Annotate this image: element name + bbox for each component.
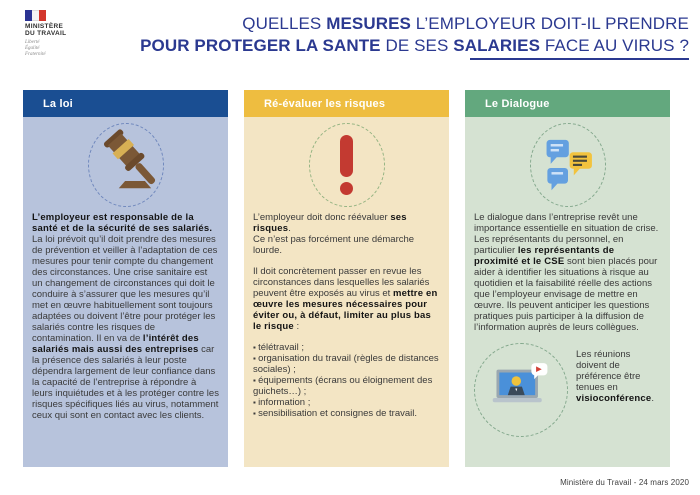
bullet-organisation: ▪ organisation du travail (règles de distances sociales) ;: [253, 353, 440, 375]
bullet-information: ▪ information ;: [253, 397, 440, 408]
risks-paragraph-2: Ce n’est pas forcément une démarche lourde.: [253, 234, 415, 257]
bullet-sensibilisation: ▪ sensibilisation et consignes de travail.: [253, 408, 440, 419]
dashed-circle: [530, 123, 606, 207]
law-icon-area: [32, 117, 219, 212]
title-l1c: L’EMPLOYEUR DOIT-IL PRENDRE: [410, 14, 689, 33]
motto-egalite: Égalité: [25, 46, 40, 52]
dashed-circle: [474, 343, 568, 437]
title-line2: [140, 35, 689, 57]
exclamation-dot: [340, 182, 353, 195]
dashed-circle: [309, 123, 385, 207]
title-l2a: POUR PROTEGER LA SANTE: [140, 36, 381, 55]
risks-icon-area: [253, 117, 440, 212]
risks-span-3e: :: [293, 321, 300, 333]
risks-text: [253, 212, 440, 419]
dialogue-span-2: sont bien placés pour aider à identifier les situations à risque au quotidien et la faisabilité réelle des actions que l’employeur envisage de mettre en œuvre. Ils peuvent anticiper les questions pratiques puis participer à la diffusion de l’information auprès de leurs collègues.: [474, 256, 658, 334]
column-risks: [244, 90, 449, 467]
flag-white: [32, 10, 39, 21]
risks-bold-1: ses risques: [253, 212, 407, 235]
videoconference-icon: [488, 363, 554, 418]
visio-end: .: [651, 393, 654, 405]
column-risks-body: [244, 117, 449, 467]
column-law: [23, 90, 228, 467]
exclamation-bar: [340, 135, 353, 177]
law-span-1: La loi prévoit qu’il doit prendre des mesures de prévention et veiller à l’adaptation de ces mesures pour tenir compte du changement des circonstances. Une crise sanitaire est un changement de circonstances qui doit le conduire à s’assurer que les mesures qu’il met en œuvre habituellement sont toujours adaptées ou doivent l’être pour protéger les salariés contre les risques de contamination. Il en va de: [32, 234, 218, 345]
column-dialogue: [465, 90, 670, 467]
republic-motto: [25, 40, 120, 59]
ministry-line1: MINISTÈRE: [25, 23, 64, 30]
risks-span-1e: .: [288, 223, 291, 235]
column-dialogue-header: Le Dialogue: [465, 90, 670, 117]
column-risks-header: Ré-évaluer les risques: [244, 90, 449, 117]
title-l2b: DE SES: [380, 36, 454, 55]
bullet-equipements: ▪ équipements (écrans ou éloignement des guichets…) ;: [253, 375, 440, 397]
risks-span-1: L’employeur doit donc réévaluer: [253, 212, 391, 223]
spacer: [253, 256, 440, 266]
law-span-2: car la présence des salariés à leur poste dépendra largement de leur confiance dans la capacité de l’entreprise à répondre à leurs inquiétudes et à les protéger contre les risques spécifiques liés au virus, notamment ceux qui sont en contact avec les clients.: [32, 344, 219, 422]
risks-span-3: Il doit concrètement passer en revue les circonstances dans lesquelles les salariés peuvent être exposés au virus et: [253, 266, 430, 300]
law-text: [32, 212, 219, 421]
law-bold-1: L’employeur est responsable de la santé et de la sécurité de ses salariés.: [32, 212, 213, 235]
visio-block: [474, 343, 661, 437]
risks-bold-3: mettre en œuvre les mesures nécessaires pour éviter ou, à défaut, limiter au plus bas le risque: [253, 288, 438, 333]
flag-red: [39, 10, 46, 21]
ministry-logo: [25, 10, 120, 59]
french-flag-icon: [25, 10, 46, 21]
exclamation-icon: [340, 135, 353, 195]
gavel-icon: [90, 126, 162, 203]
title-line1: [140, 13, 689, 35]
title-l2c: SALARIES: [453, 36, 541, 55]
dialogue-icon-area: [474, 117, 661, 212]
column-dialogue-body: [465, 117, 670, 467]
speech-bubbles-icon: [535, 128, 601, 201]
dialogue-paragraph: [474, 212, 661, 333]
title-underline: [470, 58, 689, 60]
footer-credit: Ministère du Travail - 24 mars 2020: [560, 478, 689, 487]
visio-bold: visioconférence: [576, 393, 652, 405]
title-l1a: QUELLES: [242, 14, 327, 33]
flag-blue: [25, 10, 32, 21]
law-paragraph: [32, 212, 219, 421]
risks-paragraph-3: [253, 266, 440, 332]
columns-row: [23, 90, 670, 467]
dialogue-span-1: Le dialogue dans l’entreprise revêt une importance essentielle en situation de crise. Les représentants du personnel, en particulier: [474, 212, 659, 257]
bullet-teletravail: ▪ télétravail ;: [253, 342, 440, 353]
dialogue-text: [474, 212, 661, 437]
risks-bullet-list: [253, 342, 440, 419]
ministry-name: [25, 23, 120, 38]
dashed-circle: [88, 123, 164, 207]
title-l1b: MESURES: [326, 14, 411, 33]
risks-paragraph-1: [253, 212, 440, 234]
motto-liberte: Liberté: [25, 39, 40, 45]
motto-fraternite: Fraternité: [25, 52, 46, 58]
dialogue-bold-1: les représentants de proximité et le CSE: [474, 245, 615, 268]
title-l2d: FACE AU VIRUS ?: [540, 36, 689, 55]
law-bold-2: l’intérêt des salariés mais aussi des entreprises: [32, 333, 199, 356]
visio-span: Les réunions doivent de préférence être tenues en: [576, 349, 641, 394]
visio-text: [576, 349, 661, 404]
column-law-header: La loi: [23, 90, 228, 117]
column-law-body: [23, 117, 228, 467]
ministry-line2: DU TRAVAIL: [25, 30, 67, 38]
page-title: [140, 13, 689, 57]
